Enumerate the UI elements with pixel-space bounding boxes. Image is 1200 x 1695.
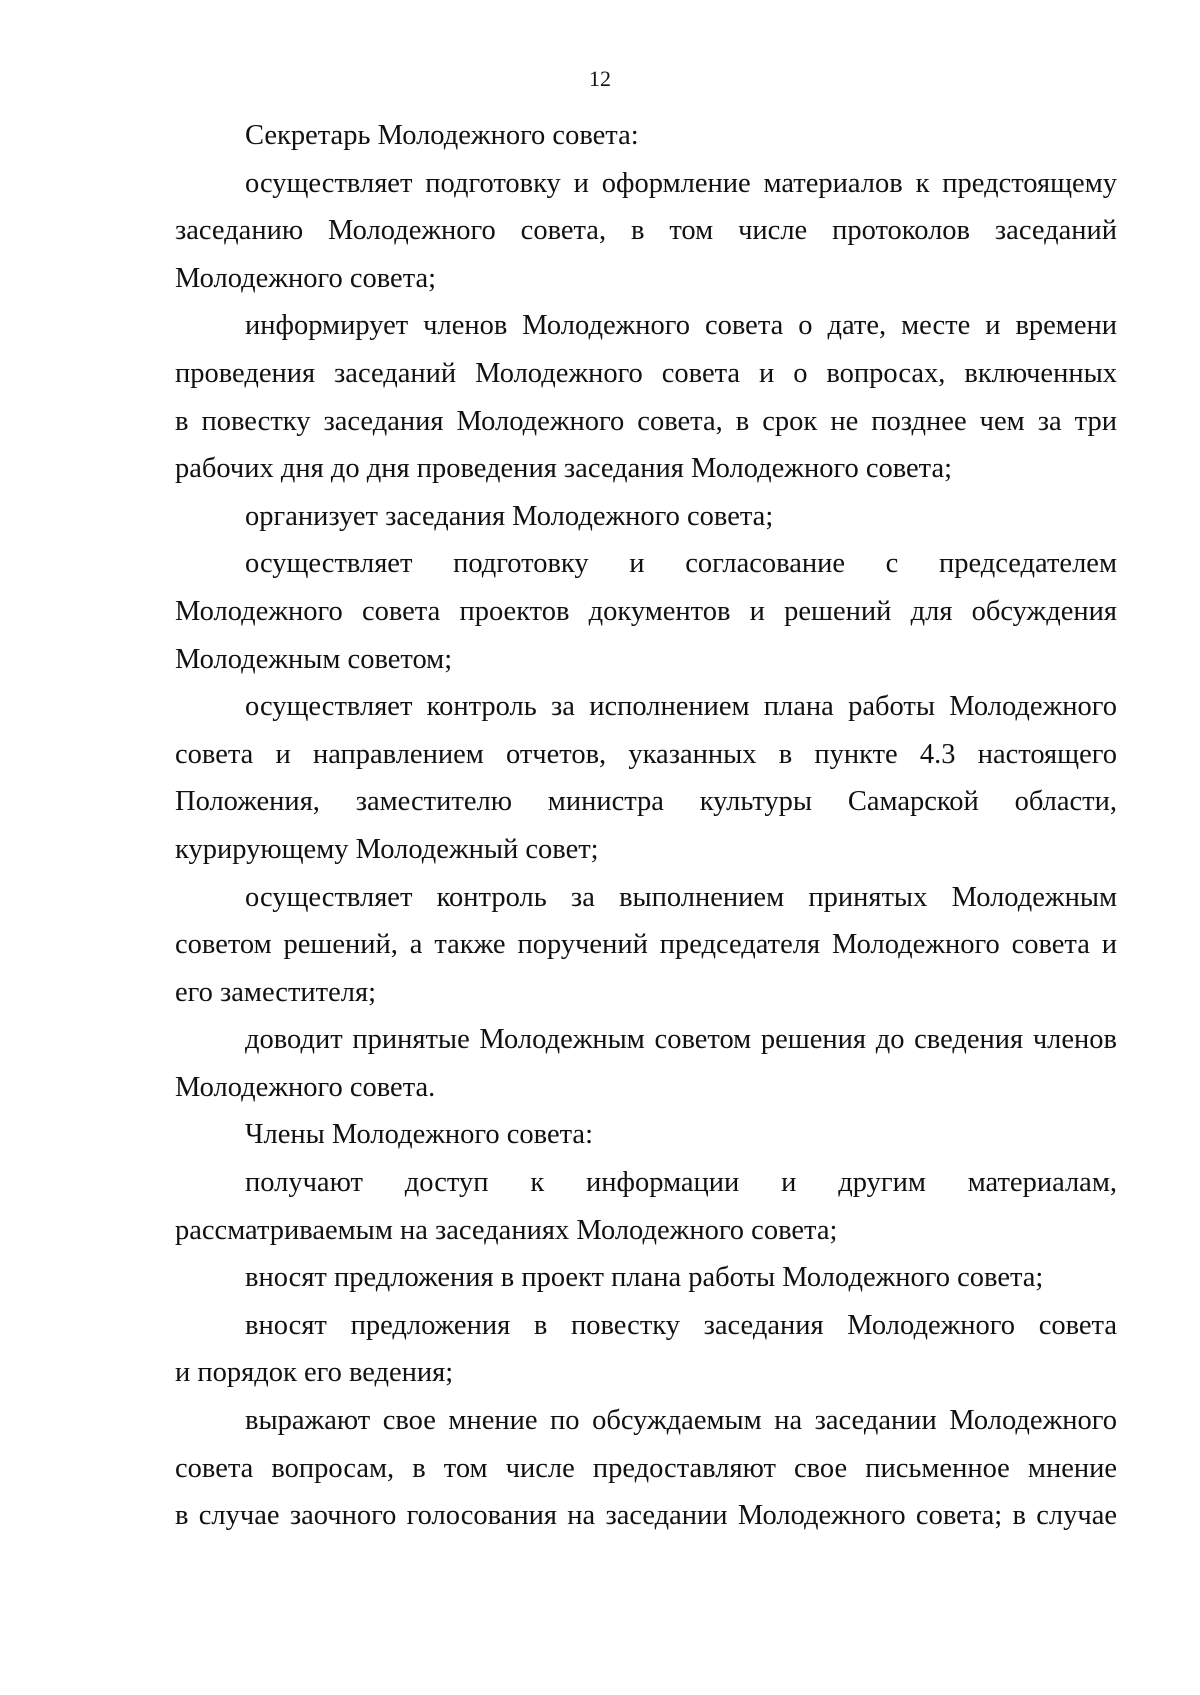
text-line: его заместителя; xyxy=(175,976,377,1008)
text-line: курирующему Молодежный совет; xyxy=(175,833,599,865)
text-line: Молодежного совета. xyxy=(175,1071,436,1103)
page-number: 12 xyxy=(589,66,611,91)
text-line: Молодежного совета; xyxy=(175,262,437,294)
text-line: доводит принятые Молодежным советом решения до сведения членов xyxy=(245,1024,1117,1056)
text-line: Молодежного совета проектов документов и решений для обсуждения xyxy=(175,595,1117,627)
text-line: Секретарь Молодежного совета: xyxy=(245,120,639,151)
text-line: Молодежным советом; xyxy=(175,643,453,675)
text-line: проведения заседаний Молодежного совета и о вопросах, включенных xyxy=(175,357,1117,389)
text-line: информирует членов Молодежного совета о дате, месте и времени xyxy=(245,310,1117,342)
text-line: рассматриваемым на заседаниях Молодежного совета; xyxy=(175,1214,838,1246)
text-line: советом решений, а также поручений председателя Молодежного совета и xyxy=(175,929,1117,961)
text-line: осуществляет контроль за выполнением принятых Молодежным xyxy=(245,881,1117,913)
text-line: в случае заочного голосования на заседании Молодежного совета; в случае xyxy=(175,1500,1117,1532)
text-line: совета и направлением отчетов, указанных в пункте 4.3 настоящего xyxy=(175,738,1117,770)
text-line: получают доступ к информации и другим материалам, xyxy=(245,1167,1117,1199)
text-line: вносят предложения в проект плана работы Молодежного совета; xyxy=(245,1262,1044,1294)
text-line: выражают свое мнение по обсуждаемым на заседании Молодежного xyxy=(245,1405,1117,1437)
text-line: осуществляет контроль за исполнением плана работы Молодежного xyxy=(245,691,1117,723)
text-line: осуществляет подготовку и согласование с председателем xyxy=(245,548,1117,580)
text-line: рабочих дня до дня проведения заседания Молодежного совета; xyxy=(175,453,953,485)
text-line: организует заседания Молодежного совета; xyxy=(245,500,774,532)
text-line: осуществляет подготовку и оформление материалов к предстоящему xyxy=(245,167,1117,199)
document-body xyxy=(175,112,1117,1540)
text-line: и порядок его ведения; xyxy=(175,1357,454,1389)
text-line: вносят предложения в повестку заседания Молодежного совета xyxy=(245,1309,1117,1341)
text-line: в повестку заседания Молодежного совета, в срок не позднее чем за три xyxy=(175,405,1117,437)
text-line: Члены Молодежного совета: xyxy=(245,1119,593,1151)
text-line: заседанию Молодежного совета, в том числе протоколов заседаний xyxy=(175,215,1117,247)
text-line: Положения, заместителю министра культуры Самарской области, xyxy=(175,786,1117,818)
text-line: совета вопросам, в том числе предоставляют свое письменное мнение xyxy=(175,1452,1117,1484)
